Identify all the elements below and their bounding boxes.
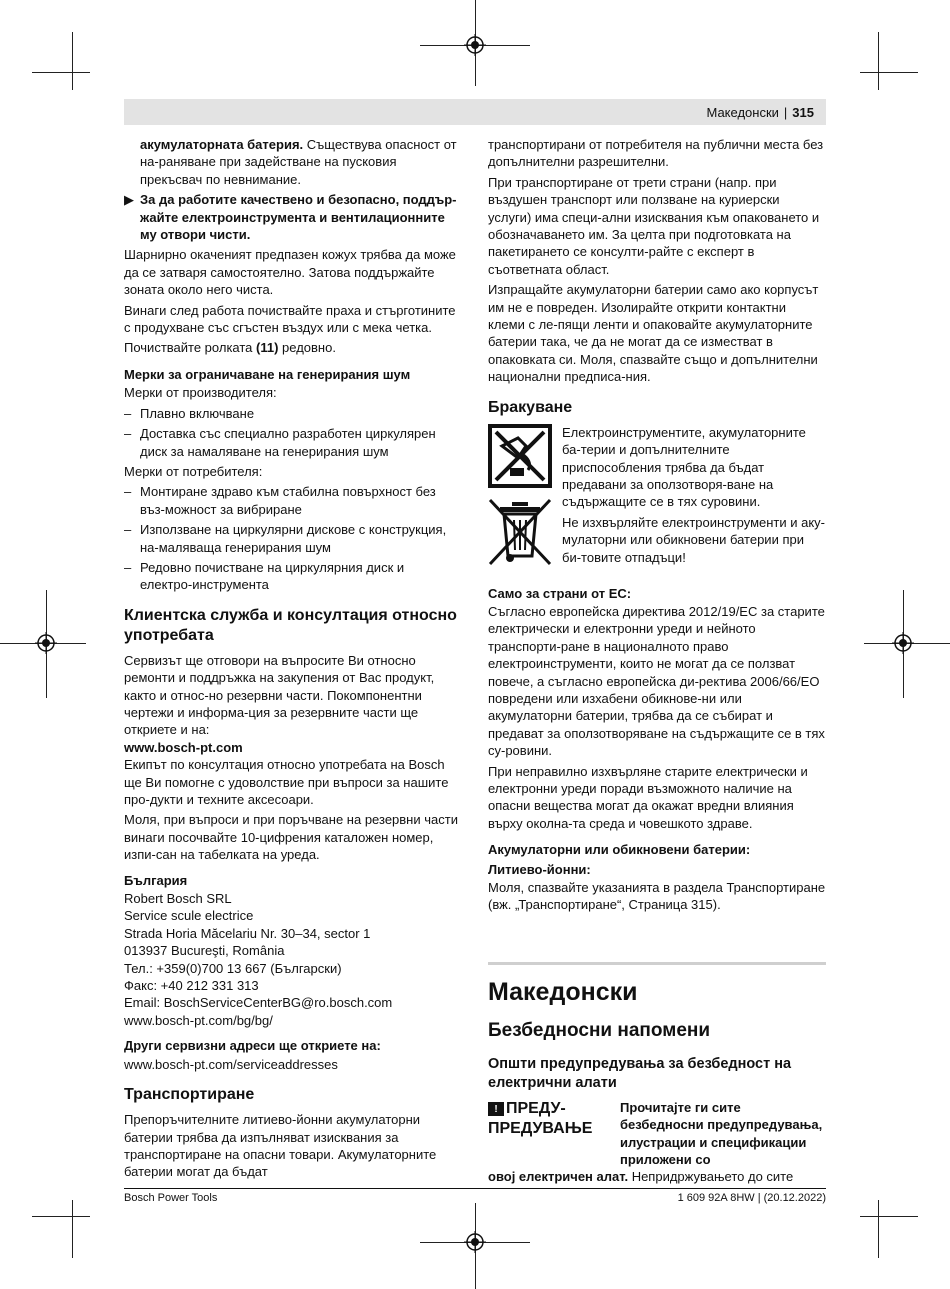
list-item: – Доставка със специално разработен циркулярен диск за намаляване на генерирания шум [124, 426, 436, 459]
page-number: 315 [792, 104, 814, 120]
paragraph: Изпращайте акумулаторни батерии само ако корпусът им не е повреден. Изолирайте открити контактни клеми с ле-пящи ленти и опаковайте акумулаторните батерии така, че да не могат да се изместват в опаковката си. Моля, спазвайте също и допълнителни национални предписа-ния. [488, 282, 819, 385]
paragraph: Екипът по консултация относно употребата на Bosch ще Ви помогне с удоволствие при въпроси за нашите про-дукти и техните аксесоари. [124, 757, 449, 807]
paragraph: Съгласно европейска директива 2012/19/ЕС за старите електрически и електронни уреди и нейното транспорти-ране в националното право електроинструменти, които не могат да се ползват повече, а съгласно европейска ди-ректива 2006/66/ЕО повредени или изхабени обикнове-ни или акумулаторни батерии, трябва да се събират и предават за оползотворяване на съдържащите се в тях су-ровини. [488, 603, 825, 759]
address-block: Robert Bosch SRL Service scule electrice Strada Horia Măcelariu Nr. 30–34, sector 1 013937 Bucureşti, România Тел.: +359(0)700 13 667 (Български) Факс: +40 212 331 313 Email: BoschServiceCenterBG@ro.bosch.com www.bosch-pt.com/bg/bg/ [124, 890, 458, 1029]
footer-rule [124, 1188, 826, 1189]
left-column [124, 136, 458, 1184]
language-heading: Македонски [488, 977, 638, 1006]
country-heading: България [124, 872, 188, 888]
crop-mark [32, 1216, 90, 1217]
warning-text: Прочитајте ги сите безбедносни предупредувања, илустрации и спецификации приложени со [620, 1099, 823, 1168]
paragraph: Моля, спазвайте указанията в раздела Транспортиране (вж. „Транспортиране“, Страница 315). [488, 880, 826, 913]
paragraph: При неправилно изхвърляне старите електрически и електронни уреди поради възможното наличие на опасни вещества могат да окажат вредни влияния върху околна-та среда и човешкото здраве. [488, 763, 808, 831]
service-url[interactable]: www.bosch-pt.com [124, 739, 243, 755]
paragraph: Винаги след работа почиствайте праха и стърготините с продухване със сгъстен въздух или с мека четка. [124, 302, 456, 336]
section-heading-disposal: Бракуване [488, 398, 573, 416]
section-heading-service: Клиентска служба и консултация относно употребата [124, 606, 457, 644]
paragraph: Не изхвърляйте електроинструменти и аку-мулаторни или обикновени батерии при би-товите отпадъци! [562, 514, 826, 565]
warning-triangle-icon: ! [488, 1102, 504, 1116]
email-link[interactable]: Email: BoschServiceCenterBG@ro.bosch.com [124, 995, 393, 1011]
paragraph: Сервизът ще отговори на въпросите Ви относно ремонти и поддръжка на закупения от Вас продукт, както и относ-но резервни части. Покомпонентни чертежи и информа-ция за резервните части ще откриете и на: [124, 652, 435, 738]
crop-mark [878, 32, 879, 90]
eu-heading: Само за страни от ЕС: [488, 585, 632, 601]
section-heading-transport: Транспортиране [124, 1086, 255, 1104]
crossed-out-wheelie-bin-icon [488, 498, 552, 566]
crop-mark [72, 1200, 73, 1258]
crop-mark [32, 72, 90, 73]
service-addresses-link[interactable]: www.bosch-pt.com/serviceaddresses [124, 1056, 338, 1072]
crop-mark [860, 72, 918, 73]
crop-mark [860, 1216, 918, 1217]
paragraph: Мерки от потребителя: [124, 463, 263, 479]
list-item: – Редовно почистване на циркулярния диск и електро-инструмента [124, 559, 405, 593]
batteries-heading: Акумулаторни или обикновени батерии: [488, 842, 751, 858]
website-link[interactable]: www.bosch-pt.com/bg/bg/ [124, 1012, 273, 1028]
paragraph: Шарнирно окачeният предпазен кожух трябва да може да се затваря самостоятелно. Затова поддържайте зоната около него чиста. [124, 247, 456, 298]
footer-doc-number: 1 609 92A 8HW | (20.12.2022) [677, 1192, 826, 1204]
section-heading-noise: Мерки за ограничаване на генерирания шум [124, 366, 411, 382]
header-separator: | [783, 104, 788, 120]
footer-brand: Bosch Power Tools [124, 1192, 218, 1204]
list-item: – Плавно включване [124, 405, 255, 421]
language-divider [488, 962, 826, 1007]
li-ion-heading: Литиево-йонни: [488, 861, 591, 877]
registration-mark-icon [892, 632, 914, 654]
list-item: – Използване на циркулярни дискове с конструкция, на-маляваща генерирания шум [124, 522, 447, 555]
warning-bullet: ▶ За да работите качествено и безопасно, поддър-жайте електроинструмента и вентилационните му отвори чисти. [124, 192, 457, 243]
paragraph: транспортирани от потребителя на публични места без допълнителни разрешителни. [488, 137, 824, 170]
paragraph: Мерки от производителя: [124, 385, 277, 401]
paragraph: Моля, при въпроси и при поръчване на резервни части винаги посочвайте 10-цифрения каталожен номер, изпи-сан на табелката на уреда. [124, 812, 458, 863]
paragraph: акумулаторната батерия. Съществува опасност от на-раняване при задействане на пусковия прекъсвач по невнимание. [140, 137, 457, 187]
crossed-out-battery-tool-icon [488, 424, 552, 488]
registration-mark-icon [35, 632, 57, 654]
page-header [124, 99, 826, 125]
warning-label: ! ПРЕДУ-ПРЕДУВАЊЕ [488, 1099, 593, 1137]
paragraph: овој електричен алат. Непридржувањето до сите [488, 1169, 794, 1185]
paragraph: При транспортиране от трети страни (напр. при въздушен транспорт или ползване на куриерски услуги) има специ-ални изисквания към опаковането и обозначаването им. За целта при подготовката на пакетирането се консулти-райте с експерт в съответната област. [488, 174, 820, 277]
crop-mark [878, 1200, 879, 1258]
paragraph: Почиствайте ролката (11) редовно. [124, 340, 336, 356]
disposal-block [488, 424, 826, 571]
paragraph: Електроинструментите, акумулаторните ба-терии и допълнителните приспособления трябва да бъдат предавани за оползотворя-ване на съдържащите се в тях суровини. [562, 424, 806, 510]
registration-mark-icon [464, 1231, 486, 1253]
general-safety-heading: Општи предупредувања за безбедност на електрични алати [488, 1055, 792, 1091]
other-addresses-heading: Други сервизни адреси ще откриете на: [124, 1038, 381, 1054]
right-column [488, 136, 826, 1189]
bullet-arrow-icon: ▶ [124, 192, 134, 208]
paragraph: Препоръчителните литиево-йонни акумулаторни батерии трябва да изпълняват изисквания за транспортиране на опасни товари. Акумулаторните батерии могат да бъдат [124, 1112, 437, 1180]
list-item: – Монтиране здраво към стабилна повърхност без въз-можност за вибриране [124, 484, 436, 517]
registration-mark-icon [464, 34, 486, 56]
header-language: Македонски [706, 104, 779, 120]
warning-block [488, 1099, 826, 1169]
safety-heading: Безбедносни напомени [488, 1019, 711, 1041]
crop-mark [72, 32, 73, 90]
